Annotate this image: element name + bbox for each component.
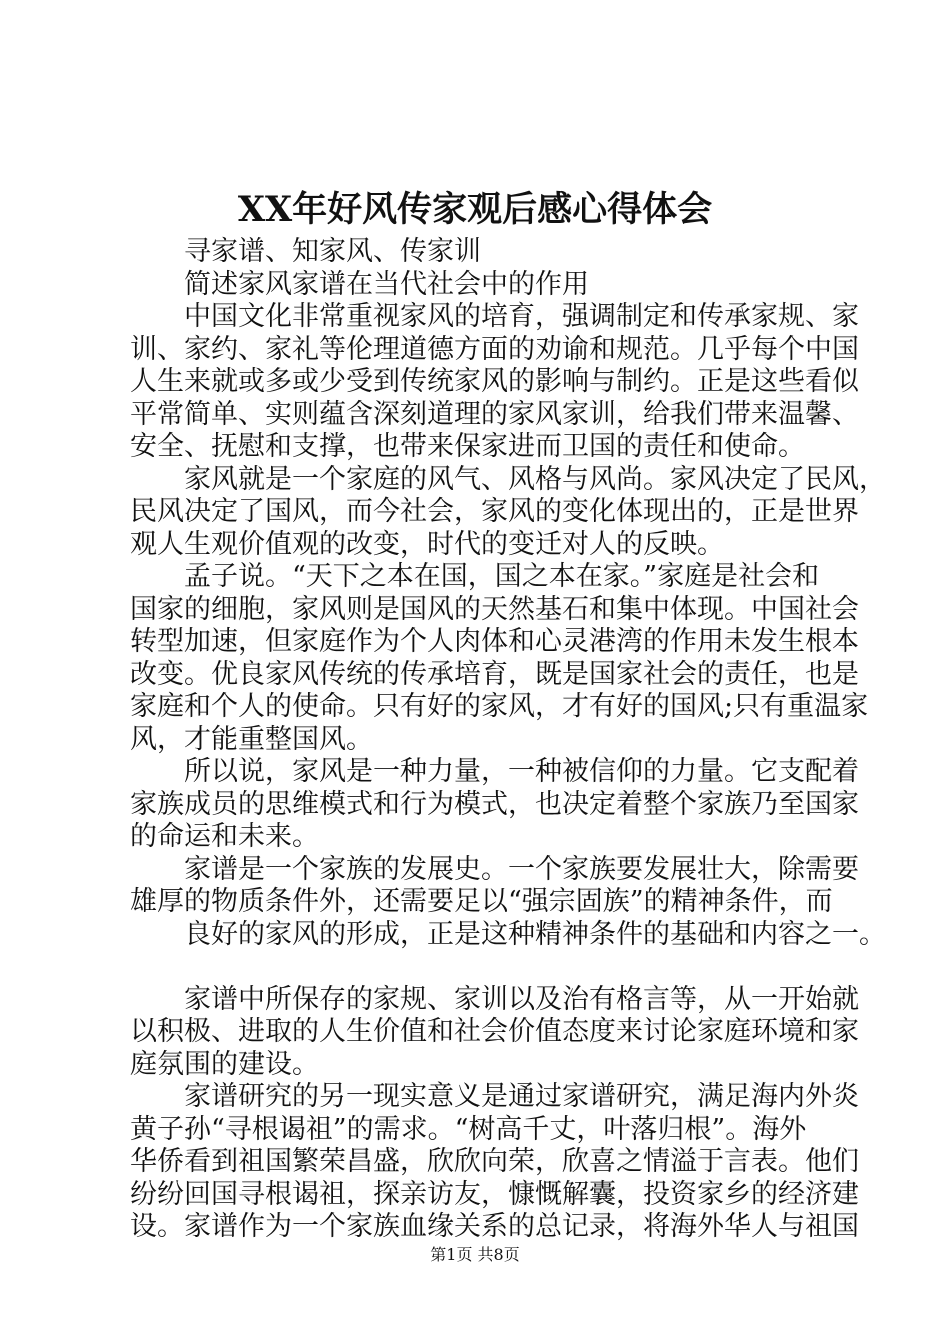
text-line: 人生来就或多或少受到传统家风的影响与制约。正是这些看似 xyxy=(130,366,859,397)
text-line: 国家的细胞，家风则是国风的天然基石和集中体现。中国社会 xyxy=(130,593,859,625)
text-line: 家风就是一个家庭的风气、风格与风尚。家风决定了民风， xyxy=(184,463,886,495)
text-line: 雄厚的物质条件外，还需要足以“强宗固族”的精神条件，而 xyxy=(130,886,833,917)
text-line: 以积极、进取的人生价值和社会价值态度来讨论家庭环境和家 xyxy=(130,1016,859,1047)
text-line: 家谱研究的另一现实意义是通过家谱研究，满足海内外炎 xyxy=(184,1081,859,1112)
text-line: 转型加速，但家庭作为个人肉体和心灵港湾的作用未发生根本 xyxy=(130,626,859,657)
text-line: 简述家风家谱在当代社会中的作用 xyxy=(184,268,589,300)
text-line: 所以说，家风是一种力量，一种被信仰的力量。它支配着 xyxy=(184,756,859,787)
text-line: 平常简单、实则蕴含深刻道理的家风家训，给我们带来温馨、 xyxy=(130,398,859,430)
text-line: 观人生观价值观的改变，时代的变迁对人的反映。 xyxy=(130,528,724,560)
text-line: 寻家谱、知家风、传家训 xyxy=(184,236,481,267)
text-line: 家族成员的思维模式和行为模式，也决定着整个家族乃至国家 xyxy=(130,788,859,820)
text-line: 中国文化非常重视家风的培育，强调制定和传承家规、家 xyxy=(184,301,859,332)
text-line: 的命运和未来。 xyxy=(130,821,319,852)
text-line: 孟子说。“天下之本在国，国之本在家。”家庭是社会和 xyxy=(184,561,820,592)
text-line: 改变。优良家风传统的传承培育，既是国家社会的责任，也是 xyxy=(130,658,859,690)
text-line: 安全、抚慰和支撑，也带来保家进而卫国的责任和使命。 xyxy=(130,431,805,462)
text-line: 风，才能重整国风。 xyxy=(130,723,373,755)
page-footer: 第1页 共8页 xyxy=(430,1245,520,1264)
text-line: 训、家约、家礼等伦理道德方面的劝谕和规范。几乎每个中国 xyxy=(130,333,859,365)
document-body xyxy=(130,236,886,1244)
text-line: 黄子孙“寻根谒祖”的需求。“树高千丈，叶落归根”。海外 xyxy=(130,1113,807,1145)
text-line: 纷纷回国寻根谒祖，探亲访友，慷慨解囊，投资家乡的经济建 xyxy=(130,1178,859,1210)
text-line: 设。家谱作为一个家族血缘关系的总记录，将海外华人与祖国 xyxy=(130,1211,859,1242)
text-line: 良好的家风的形成，正是这种精神条件的基础和内容之一。 xyxy=(184,918,886,950)
text-line: 华侨看到祖国繁荣昌盛，欣欣向荣，欣喜之情溢于言表。他们 xyxy=(130,1146,859,1177)
text-line: 家谱中所保存的家规、家训以及治有格言等，从一开始就 xyxy=(184,983,859,1015)
text-line: 庭氛围的建设。 xyxy=(130,1048,319,1080)
blank-line xyxy=(130,951,850,984)
text-line: 家谱是一个家族的发展史。一个家族要发展壮大，除需要 xyxy=(184,853,859,885)
text-line: 家庭和个人的使命。只有好的家风，才有好的国风;只有重温家 xyxy=(130,691,869,722)
text-line: 民风决定了国风，而今社会，家风的变化体现出的，正是世界 xyxy=(130,496,859,527)
page-title: XX年好风传家观后感心得体会 xyxy=(237,189,713,230)
